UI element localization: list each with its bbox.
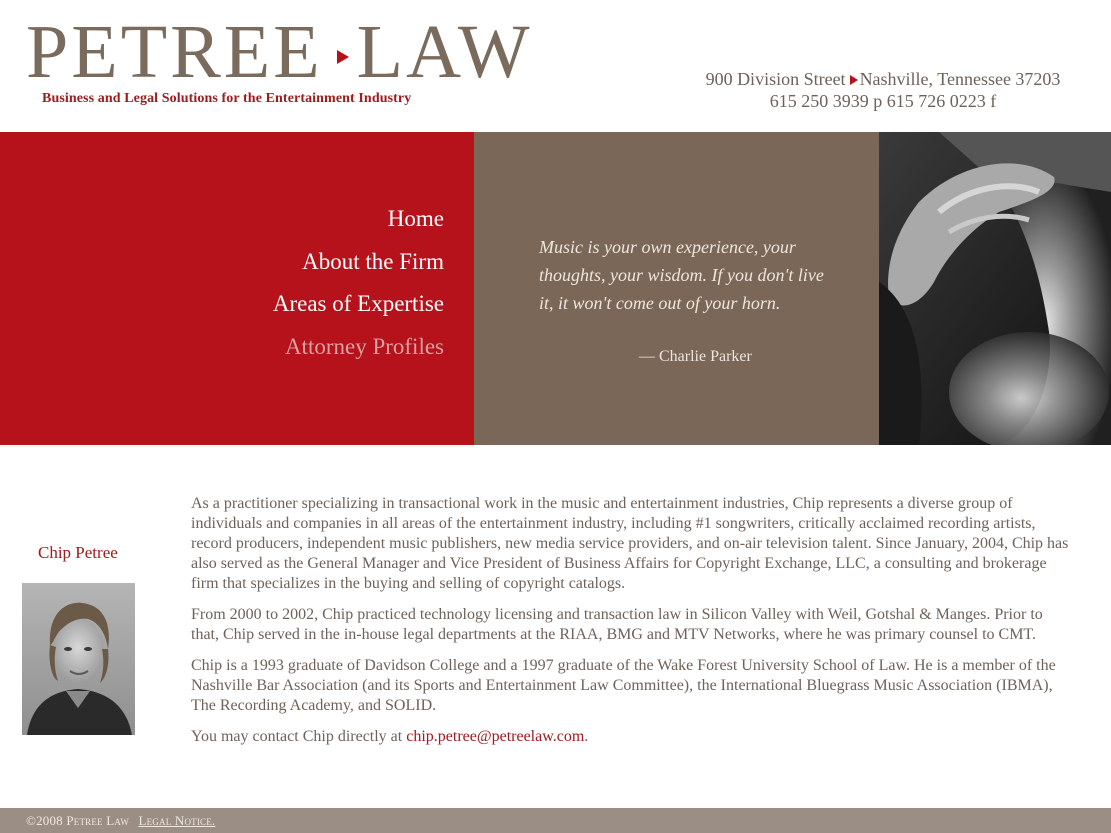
- address-arrow-icon: [850, 75, 858, 85]
- logo-word-law: LAW: [356, 10, 533, 94]
- site-logo[interactable]: [26, 10, 533, 94]
- contact-suffix: .: [584, 728, 589, 745]
- site-footer: [0, 808, 1111, 833]
- email-link[interactable]: chip.petree@petreelaw.com: [406, 728, 585, 745]
- main-nav: [273, 198, 444, 368]
- legal-notice-link[interactable]: Legal Notice.: [138, 813, 216, 828]
- attorney-name: Chip Petree: [38, 543, 118, 562]
- contact-line: [191, 727, 1071, 747]
- quote-text: Music is your own experience, your thoughts, your wisdom. If you don't live it, it won't come out of your horn.: [539, 237, 824, 313]
- site-tagline: Business and Legal Solutions for the Entertainment Industry: [42, 91, 412, 106]
- contact-prefix: You may contact Chip directly at: [191, 728, 407, 745]
- nav-item-attorney-profiles[interactable]: Attorney Profiles: [284, 333, 444, 359]
- banner: [0, 132, 1111, 445]
- attorney-portrait: [22, 583, 135, 735]
- contact-address: [700, 68, 1066, 112]
- footer-text: [26, 813, 215, 829]
- quote-author: — Charlie Parker: [639, 348, 752, 365]
- bio-paragraph: From 2000 to 2002, Chip practiced technology licensing and transaction law in Silicon Valley with Weil, Gotshal & Manges. Prior to that, Chip served in the in-house legal departments at the RIAA, BMG and MTV Networks, where he was primary counsel to CMT.: [191, 606, 1043, 643]
- address-street: 900 Division Street: [705, 69, 846, 89]
- phone-line: 615 250 3939 p 615 726 0223 f: [769, 91, 997, 111]
- attorney-bio: [191, 494, 1071, 758]
- nav-item-about-the-firm[interactable]: About the Firm: [302, 248, 444, 274]
- address-line: [700, 68, 1066, 90]
- bio-paragraph: As a practitioner specializing in transactional work in the music and entertainment industries, Chip represents a diverse group of individuals and companies in all areas of the entertainment industry, including #1 songwriters, critically acclaimed recording artists, record producers, independent music publishers, new media service providers, and on-air television talent. Since January, 2004, Chip has also served as the General Manager and Vice President of Business Affairs for Copyright Exchange, LLC, a consulting and brokerage firm that specializes in the buying and selling of copyright catalogs.: [191, 495, 1069, 592]
- copyright-notice: ©2008 Petree Law: [26, 813, 130, 828]
- saxophone-image: [879, 132, 1111, 445]
- logo-arrow-icon: [337, 50, 349, 64]
- nav-panel: [0, 132, 474, 445]
- logo-word-petree: PETREE: [26, 10, 323, 94]
- address-city: Nashville, Tennessee 37203: [859, 69, 1061, 89]
- quote-panel: [474, 132, 879, 445]
- bio-paragraph: Chip is a 1993 graduate of Davidson College and a 1997 graduate of the Wake Forest University School of Law. He is a member of the Nashville Bar Association (and its Sports and Entertainment Law Committee), the International Bluegrass Music Association (IBMA), The Recording Academy, and SOLID.: [191, 657, 1056, 714]
- nav-item-areas-of-expertise[interactable]: Areas of Expertise: [272, 291, 444, 316]
- nav-item-home[interactable]: Home: [387, 206, 444, 231]
- portrait-image: [22, 583, 135, 735]
- site-header: [0, 0, 1111, 132]
- saxophone-photo: [879, 132, 1111, 445]
